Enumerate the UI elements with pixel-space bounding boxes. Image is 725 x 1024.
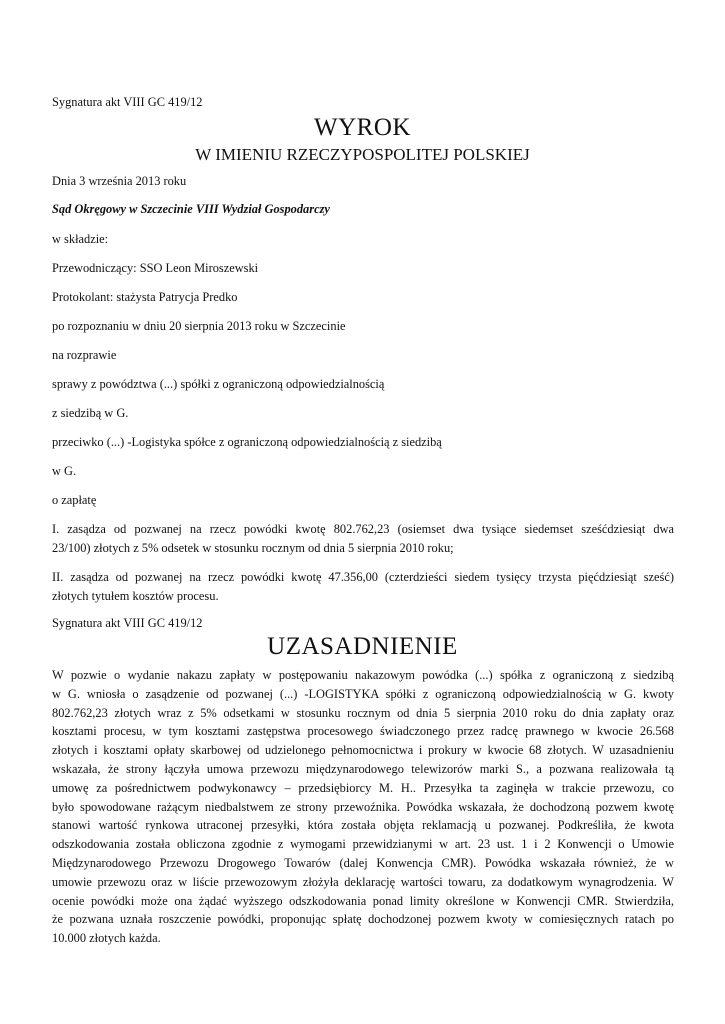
justification-line: umowie przewozu oraz w liście przewozowym złożyła deklarację wartości towaru, za dodatkowym wynagrodzenia. W xyxy=(52,874,674,889)
court-clerk: Protokolant: stażysta Patrycja Predko xyxy=(52,290,238,304)
case-signature: Sygnatura akt VIII GC 419/12 xyxy=(52,95,203,109)
judgment-date: Dnia 3 września 2013 roku xyxy=(52,174,187,188)
justification-line: ocenie powódki może ona żądać wyższego odszkodowania ponad limity określone w Konwencji CMR. Stwierdziła, xyxy=(52,893,674,908)
justification-line: złotych i kosztami opłaty skarbowej od udzielonego pełnomocnictwa i prokury w kwocie 68 złotych. W uzasadnieniu xyxy=(52,743,674,758)
justification-line: odszkodowania została obliczona zgodnie z wymogami przewidzianymi w art. 23 ust. 1 i 2 Konwencji o Umowie xyxy=(52,837,674,852)
case-subject: o zapłatę xyxy=(52,493,97,507)
judgment-title: WYROK xyxy=(314,114,411,141)
plaintiff-seat: z siedzibą w G. xyxy=(52,406,129,420)
ruling-line: II. zasądza od pozwanej na rzecz powódki kwotę 47.356,00 (czterdzieści siedem tysięcy trzysta pięćdziesiąt sześć) xyxy=(52,570,674,584)
presiding-judge: Przewodniczący: SSO Leon Miroszewski xyxy=(52,261,259,275)
defendant-seat: w G. xyxy=(52,464,77,478)
composition-label: w składzie: xyxy=(52,232,109,246)
justification-line: stanowi wartość rynkowa utraconej przesyłki, która została objęta reklamacją u pozwanej. Podkreśliła, że kwota xyxy=(52,818,674,833)
justification-title: UZASADNIENIE xyxy=(267,633,458,660)
hearing-type: na rozprawie xyxy=(52,348,117,362)
ruling-item-1 xyxy=(52,520,674,558)
justification-paragraph xyxy=(52,666,674,948)
hearing-date: po rozpoznaniu w dniu 20 sierpnia 2013 roku w Szczecinie xyxy=(52,319,346,333)
justification-line: Międzynarodowego Przewozu Drogowego Towarów (dalej Konwencja CMR). Powódka wskazała również, że w xyxy=(52,855,674,870)
plaintiff: sprawy z powództwa (...) spółki z ograniczoną odpowiedzialnością xyxy=(52,377,385,391)
ruling-item-2 xyxy=(52,568,674,606)
justification-line: 802.762,23 złotych wraz z 5% odsetkami w stosunku rocznym od dnia 5 sierpnia 2010 roku do dnia zapłaty oraz xyxy=(52,705,674,720)
justification-line: kosztami procesu, w tym kosztami zastępstwa procesowego świadczonego przez radcę prawnego w kwocie 26.568 xyxy=(52,724,674,739)
judgment-subtitle: W IMIENIU RZECZYPOSPOLITEJ POLSKIEJ xyxy=(195,145,530,164)
justification-line: W pozwie o wydanie nakazu zapłaty w postępowaniu nakazowym powódka (...) spółka z ograniczoną z siedzibą xyxy=(52,668,674,682)
court-name: Sąd Okręgowy w Szczecinie VIII Wydział Gospodarczy xyxy=(52,202,330,216)
justification-line: w G. wniosła o zasądzenie od pozwanej (...) -LOGISTYKA spółki z ograniczoną odpowiedzialnością w G. kwoty xyxy=(52,686,674,701)
defendant: przeciwko (...) -Logistyka spółce z ograniczoną odpowiedzialnością z siedzibą xyxy=(52,435,442,449)
ruling-line: I. zasądza od pozwanej na rzecz powódki kwotę 802.762,23 (osiemset dwa tysiące siedemset sześćdziesiąt dwa xyxy=(52,522,674,536)
justification-line: wskazała, że strony łączyła umowa przewozu międzynarodowego telewizorów marki S., a pozwana realizowała tą xyxy=(52,761,674,776)
ruling-line: 23/100) złotych z 5% odsetek w stosunku rocznym od dnia 5 sierpnia 2010 roku; xyxy=(52,540,454,555)
justification-line: że pozwana uznała roszczenie powódki, proponując spłatę dochodzonej pozwem kwoty w comiesięcznych ratach po xyxy=(52,912,674,927)
justification-line: było spowodowane rażącym niedbalstwem ze strony przewoźnika. Powódka wskazała, że dochodzoną pozwem kwotę xyxy=(52,799,674,814)
ruling-line: złotych tytułem kosztów procesu. xyxy=(52,588,219,603)
justification-signature: Sygnatura akt VIII GC 419/12 xyxy=(52,616,203,630)
justification-line: 10.000 złotych każda. xyxy=(52,931,161,946)
justification-line: umowę za pośrednictwem podwykonawcy – przedsiębiorcy M. H.. Przesyłka ta zaginęła w trakcie przewozu, co xyxy=(52,780,674,795)
